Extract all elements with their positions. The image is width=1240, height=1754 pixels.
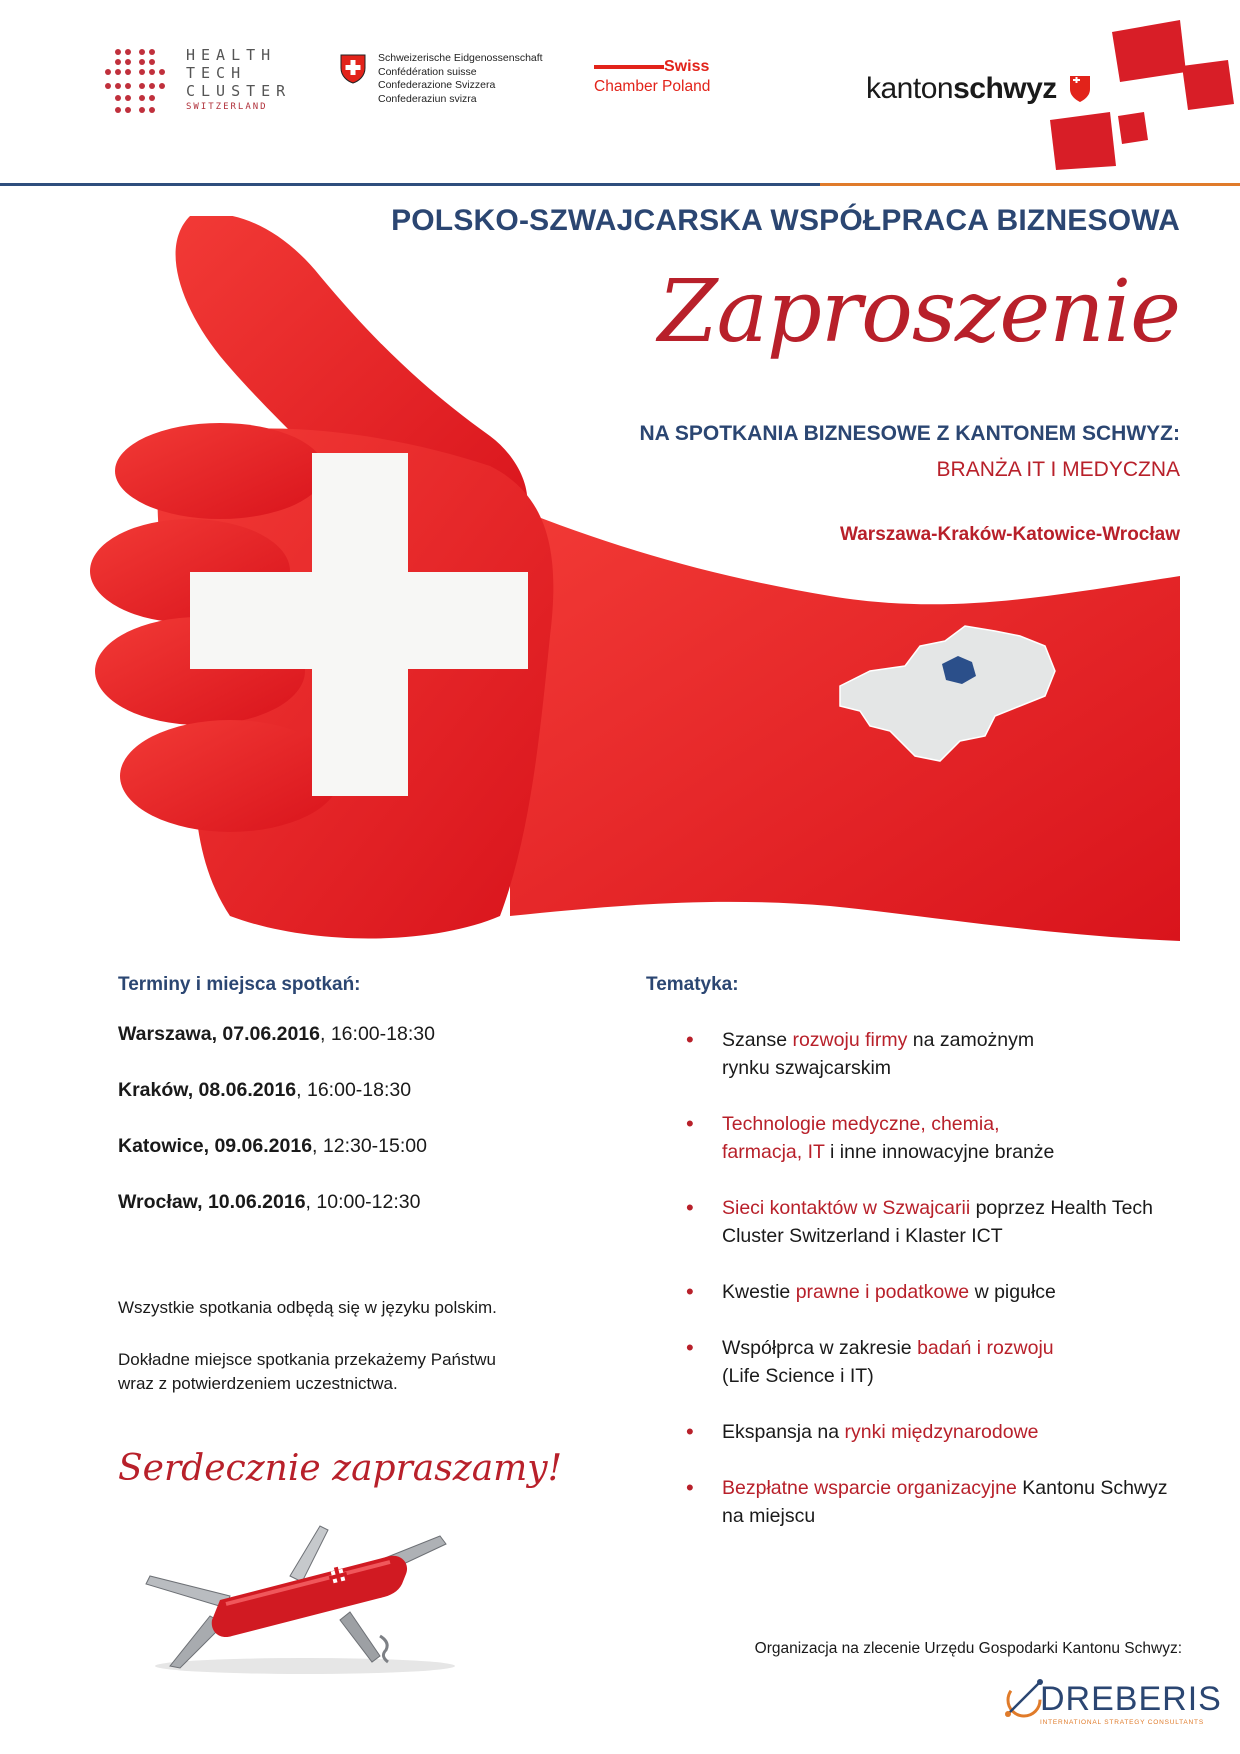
page-headline: POLSKO-SZWAJCARSKA WSPÓŁPRACA BIZNESOWA [391,204,1180,237]
htc-line-1: HEALTH [186,46,277,64]
topic-text: Ekspansja na [722,1421,845,1443]
topic-text: w pigułce [969,1281,1056,1303]
htc-sub: SWITZERLAND [186,102,268,112]
venue-note [118,1348,618,1396]
topic-highlight: Sieci kontaktów w Szwajcarii [722,1197,971,1219]
sector-line: BRANŻA IT I MEDYCZNA [936,458,1180,481]
swiss-chamber-poland-logo [594,58,730,96]
topic-highlight: rozwoju firmy [792,1029,908,1051]
htc-line-2: TECH [186,64,247,82]
htc-line-3: CLUSTER [186,82,292,100]
kanton-schwyz-red-squares [1040,20,1240,170]
bullet-icon: • [686,1111,694,1136]
header-divider-navy [0,183,820,186]
topic-item [646,1278,1206,1334]
organizer-line: Organizacja na zlecenie Urzędu Gospodarki Kantonu Schwyz: [754,1640,1182,1657]
confed-line-2: Confédération suisse [378,65,477,78]
topic-text: na miejscu [722,1505,816,1527]
topic-text: Szanse [722,1029,793,1051]
swiss-chamber-red-bar [594,65,664,69]
swiss-army-knife-illustration [140,1516,470,1676]
topic-text: i inne innowacyjne branże [824,1141,1055,1163]
topic-item [646,1334,1206,1418]
header-divider-orange [820,183,1240,186]
schedule-time: , 16:00-18:30 [320,1023,435,1045]
schedule-city-date: Katowice, 09.06.2016 [118,1135,313,1157]
swiss-confederation-wordmark [378,52,543,106]
confed-line-1: Schweizerische Eidgenossenschaft [378,52,543,64]
bullet-icon: • [686,1195,694,1220]
topic-text: Kantonu Schwyz [1016,1477,1168,1499]
swiss-chamber-swiss: Swiss [664,58,710,75]
closing-greeting: Serdecznie zapraszamy! [118,1448,563,1489]
schedule-city-date: Warszawa, 07.06.2016 [118,1023,320,1045]
topic-item [646,1110,1206,1194]
schedule-time: , 12:30-15:00 [312,1135,427,1157]
kanton-bold: schwyz [953,72,1057,105]
schedule-section [118,974,618,1396]
topic-item [646,1194,1206,1278]
swiss-confederation-shield-icon [340,54,366,84]
venue-note-line-2: wraz z potwierdzeniem uczestnictwa. [118,1374,398,1393]
schedule-row [118,1134,618,1190]
topic-highlight: rynki międzynarodowe [844,1421,1039,1443]
swiss-chamber-name: Chamber Poland [594,78,711,96]
topic-text: Cluster Switzerland i Klaster ICT [722,1225,1003,1247]
schedule-time: , 16:00-18:30 [296,1079,412,1101]
topic-text: Współprca w zakresie [722,1337,918,1359]
bullet-icon: • [686,1475,694,1500]
language-note: Wszystkie spotkania odbędą się w języku polskim. [118,1298,497,1317]
topic-highlight: farmacja, IT [722,1141,825,1163]
schedule-list [118,1022,618,1246]
bullet-icon: • [686,1027,694,1052]
confed-line-3: Confederazione Svizzera [378,79,496,91]
meetings-line: NA SPOTKANIA BIZNESOWE Z KANTONEM SCHWYZ: [639,422,1180,445]
dreberis-wordmark: DREBERIS [1040,1680,1222,1718]
bullet-icon: • [686,1279,694,1304]
topic-item [646,1474,1206,1558]
dreberis-tagline: INTERNATIONAL STRATEGY CONSULTANTS [1040,1719,1204,1726]
topic-text: poprzez Health Tech [970,1197,1154,1219]
schedule-row [118,1078,618,1134]
topic-text: rynku szwajcarskim [722,1057,892,1079]
topic-highlight: badań i rozwoju [917,1337,1054,1359]
topic-highlight: Bezpłatne wsparcie organizacyjne [722,1477,1017,1499]
cities-line: Warszawa-Kraków-Katowice-Wrocław [840,524,1180,545]
topic-item [646,1418,1206,1474]
kanton-schwyz-wordmark [866,72,1057,106]
topics-title: Tematyka: [646,974,739,995]
schedule-city-date: Kraków, 08.06.2016 [118,1079,297,1101]
health-tech-cluster-logo-mark [104,48,166,114]
topic-text: na zamożnym [907,1029,1035,1051]
topic-item [646,1026,1206,1110]
topic-text: (Life Science i IT) [722,1365,874,1387]
topic-text: Kwestie [722,1281,796,1303]
topic-highlight: prawne i podatkowe [795,1281,970,1303]
topic-highlight: Technologie medyczne, chemia, [722,1113,1000,1135]
schedule-time: , 10:00-12:30 [305,1191,421,1213]
bullet-icon: • [686,1419,694,1444]
schedule-city-date: Wrocław, 10.06.2016 [118,1191,306,1213]
bullet-icon: • [686,1335,694,1360]
topics-section [646,974,1206,1558]
topics-list [646,1026,1206,1558]
confed-line-4: Confederaziun svizra [378,92,477,105]
schedule-title: Terminy i miejsca spotkań: [118,974,361,995]
kanton-light: kanton [866,72,954,105]
venue-note-line-1: Dokładne miejsce spotkania przekażemy Państwu [118,1350,496,1369]
invitation-title: Zaproszenie [657,262,1180,362]
schedule-row [118,1190,618,1246]
health-tech-cluster-wordmark [186,46,291,114]
schedule-row [118,1022,618,1078]
